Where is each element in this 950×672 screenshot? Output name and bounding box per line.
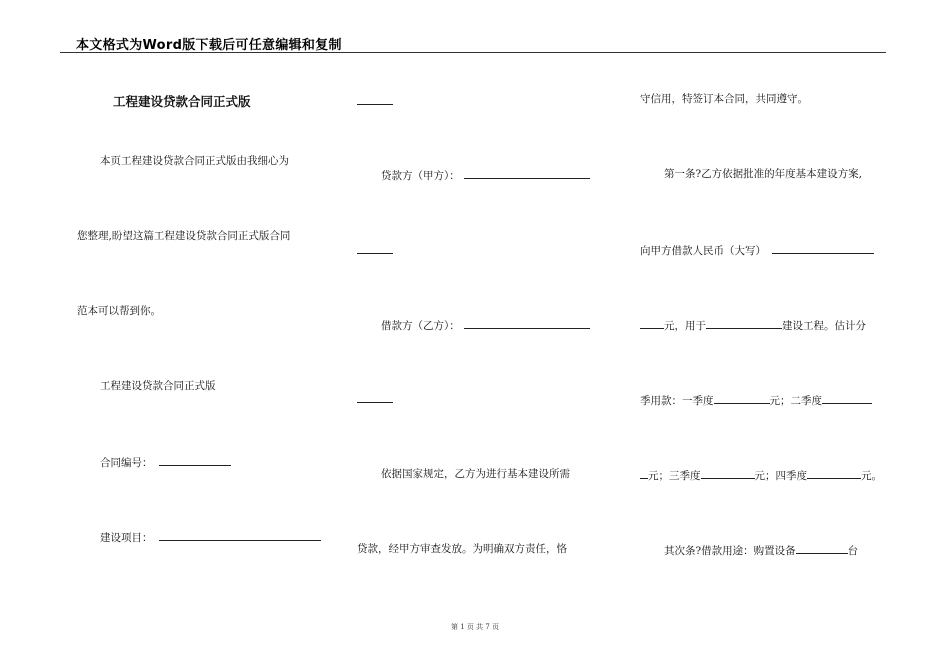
header-divider (60, 52, 886, 53)
col3-quarter-row-2 (640, 467, 882, 483)
col2-blank-1 (357, 104, 393, 105)
project-label: 建设项目： (100, 532, 153, 544)
col1-paragraph-3: 范本可以帮到你。 (77, 305, 161, 317)
col1-paragraph-4: 工程建设贷款合同正式版 (100, 380, 216, 392)
page-footer: 第 1 页 共 7 页 (450, 623, 500, 631)
borrower-row (381, 317, 590, 333)
amount-yuan-blank (640, 317, 664, 329)
project-blank (159, 529, 321, 541)
q2-label: 元；二季度 (769, 395, 822, 407)
col3-equipment-row (664, 542, 858, 558)
col2-blank-2 (357, 253, 393, 254)
col2-blank-3 (357, 402, 393, 403)
lender-row (381, 167, 590, 183)
equipment-label: 其次条?借款用途：购置设备 (664, 545, 796, 557)
col1-paragraph-2: 您整理,盼望这篇工程建设贷款合同正式版合同 (77, 230, 291, 242)
col3-usage-row (640, 317, 866, 333)
col3-quarter-row-1 (640, 392, 872, 408)
q4-blank (807, 467, 861, 479)
q1-blank (714, 392, 770, 404)
q3-blank (701, 467, 755, 479)
col3-loan-amount-row (640, 242, 874, 258)
project-name-blank (706, 317, 782, 329)
equipment-unit-label: 台 (847, 545, 859, 557)
header-title: 本文格式为Word版下载后可任意编辑和复制 (76, 38, 342, 53)
borrower-blank (464, 317, 590, 329)
col3-paragraph-2: 第一条?乙方依据批准的年度基本建设方案, (664, 168, 862, 180)
loan-amount-label: 向甲方借款人民币（大写） (640, 245, 766, 257)
lender-label: 贷款方（甲方）： (381, 170, 460, 182)
col2-paragraph-1: 依据国家规定，乙方为进行基本建设所需 (381, 468, 570, 480)
lender-blank (464, 167, 590, 179)
borrower-label: 借款方（乙方）： (381, 320, 460, 332)
q2-blank (822, 392, 872, 404)
usage-yuan-label: 元，用于 (664, 320, 706, 332)
col1-paragraph-1: 本页工程建设贷款合同正式版由我细心为 (100, 155, 289, 167)
contract-number-row (100, 454, 231, 470)
col3-paragraph-1: 守信用，特签订本合同，共同遵守。 (640, 93, 808, 105)
q2-cont-blank (640, 467, 648, 479)
q1-label: 季用款：一季度 (640, 395, 714, 407)
document-title: 工程建设贷款合同正式版 (113, 94, 251, 109)
q4-label: 元；四季度 (754, 470, 807, 482)
loan-amount-blank (772, 242, 874, 254)
col2-paragraph-2: 贷款，经甲方审查发放。为明确双方责任，恪 (357, 543, 567, 555)
contract-number-label: 合同编号： (100, 457, 153, 469)
q3-label: 元；三季度 (648, 470, 701, 482)
project-row (100, 529, 321, 545)
contract-number-blank (159, 454, 231, 466)
usage-project-label: 建设工程。估计分 (782, 320, 866, 332)
equipment-blank (796, 542, 848, 554)
q4-yuan-label: 元。 (861, 470, 882, 482)
